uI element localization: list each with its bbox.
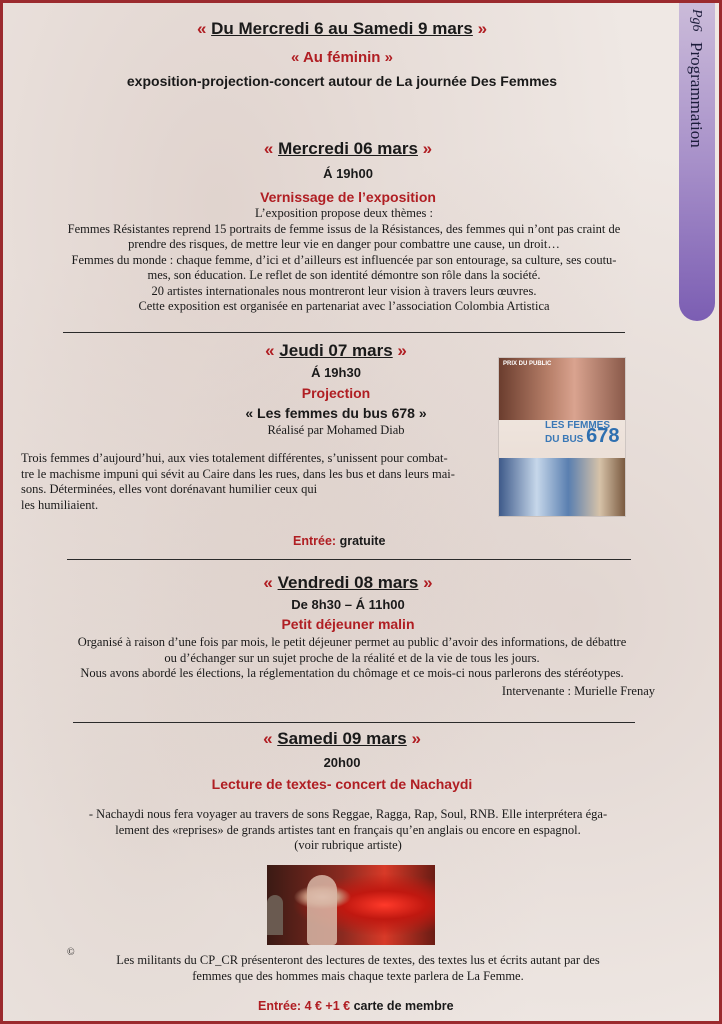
text-line: les humiliaient.: [21, 497, 99, 512]
event-2-title: « Les femmes du bus 678 »: [245, 405, 427, 421]
entry-label: Entrée:: [293, 534, 337, 548]
section-name: Programmation: [687, 41, 706, 148]
text-line: sons. Déterminées, elles vont dorénavant humilier ceux qui: [21, 482, 318, 496]
event-date: Samedi 09 mars: [277, 729, 407, 748]
event-2-date: « Jeudi 07 mars »: [265, 341, 407, 360]
text-line: prendre des risques, de mettre leur vie en danger pour combattre une cause, un droit…: [128, 237, 560, 251]
event-4-entry: [258, 999, 454, 1013]
event-3-description: [27, 635, 677, 682]
event-2-description: [21, 451, 501, 513]
event-4-title: Lecture de textes- concert de Nachaydi: [211, 776, 473, 792]
event-date: Mercredi 06 mars: [278, 139, 418, 158]
event-2-credit: Réalisé par Mohamed Diab: [267, 423, 405, 437]
text-line: (voir rubrique artiste): [294, 838, 402, 852]
divider: [67, 559, 631, 560]
text-line: femmes que des hommes mais chaque texte parlera de La Femme.: [192, 968, 524, 983]
event-3-speaker: Intervenante : Murielle Frenay: [501, 684, 655, 698]
event-3-date: « Vendredi 08 mars »: [263, 573, 433, 592]
text-line: Trois femmes d’aujourd’hui, aux vies totalement différentes, s’unissent pour combat-: [21, 451, 448, 465]
event-4-date: « Samedi 09 mars »: [263, 729, 421, 748]
text-line: Femmes du monde : chaque femme, d’ici et d’ailleurs est influencée par son entourage, sa culture, ses coutu-: [71, 252, 617, 267]
event-1-time: Á 19h00: [323, 166, 373, 181]
text-line: Cette exposition est organisée en partenariat avec l’association Colombia Artistica: [138, 299, 550, 313]
text-line: 20 artistes internationales nous montreront leur vision à travers leurs œuvres.: [151, 283, 537, 298]
poster-badge: PRIX DU PUBLIC: [503, 361, 552, 367]
event-4-time: 20h00: [323, 755, 361, 770]
quote-open: «: [196, 19, 212, 38]
event-date: Vendredi 08 mars: [277, 573, 419, 592]
film-poster-image: [499, 358, 625, 516]
text-line: lement des «reprises» de grands artistes tant en français qu’en anglais ou encore en espagnol.: [115, 822, 581, 837]
intro-date-range: Du Mercredi 6 au Samedi 9 mars: [211, 19, 473, 38]
side-tab-label: [681, 9, 711, 209]
text-line: ou d’échanger sur un sujet proche de la réalité et de la vie de tous les jours.: [164, 650, 540, 665]
entry-label: Entrée:: [258, 999, 302, 1013]
page-number: Pg6: [689, 9, 704, 32]
event-2-time: Á 19h30: [311, 365, 361, 380]
text-line: Femmes Résistantes reprend 15 portraits de femme issus de la Résistances, des femmes qui n’ont pas craint de: [67, 221, 621, 236]
intro-theme: « Au féminin »: [291, 49, 393, 66]
event-3-time: De 8h30 – Á 11h00: [291, 597, 405, 612]
event-4-description: [23, 807, 673, 854]
text-line: - Nachaydi nous fera voyager au travers de sons Reggae, Ragga, Rap, Soul, RNB. Elle interprétera éga-: [88, 807, 608, 821]
event-date: Jeudi 07 mars: [279, 341, 393, 360]
intro-subtitle: exposition-projection-concert autour de La journée Des Femmes: [126, 73, 558, 89]
poster-title: LES FEMMES DU BUS 678: [545, 420, 620, 447]
entry-note: carte de membre: [353, 999, 454, 1013]
text-line: tre le machisme impuni qui sévit au Caire dans les rues, dans les bus et dans leurs mai-: [21, 466, 455, 481]
event-2-category: Projection: [301, 385, 371, 401]
text-line: Organisé à raison d’une fois par mois, le petit déjeuner permet au public d’avoir des informations, de débattre: [77, 635, 627, 649]
entry-price: 4 € +1 €: [304, 999, 351, 1013]
copyright-mark: ©: [67, 947, 75, 958]
intro-header: [17, 19, 667, 39]
artist-photo: [267, 865, 435, 945]
event-3-title: Petit déjeuner malin: [281, 616, 415, 632]
text-line: L’exposition propose deux thèmes :: [255, 206, 433, 220]
event-1-date: « Mercredi 06 mars »: [263, 139, 433, 158]
text-line: mes, son éducation. Le reflet de son identité démontre son rôle dans la société.: [147, 268, 541, 282]
event-1-description: [19, 206, 669, 315]
entry-value: gratuite: [339, 534, 386, 548]
text-line: Nous avons abordé les élections, la réglementation du chômage et ce mois-ci nous parlerons des stéréotypes.: [80, 666, 624, 680]
text-line: Les militants du CP_CR présenteront des lectures de textes, des textes lus et écrits autant par des: [116, 953, 600, 967]
event-1-title: Vernissage de l’exposition: [260, 189, 436, 205]
divider: [63, 332, 625, 333]
quote-close: »: [472, 19, 488, 38]
event-2-entry: [293, 534, 385, 548]
divider: [73, 722, 635, 723]
event-4-readings: [33, 953, 683, 984]
